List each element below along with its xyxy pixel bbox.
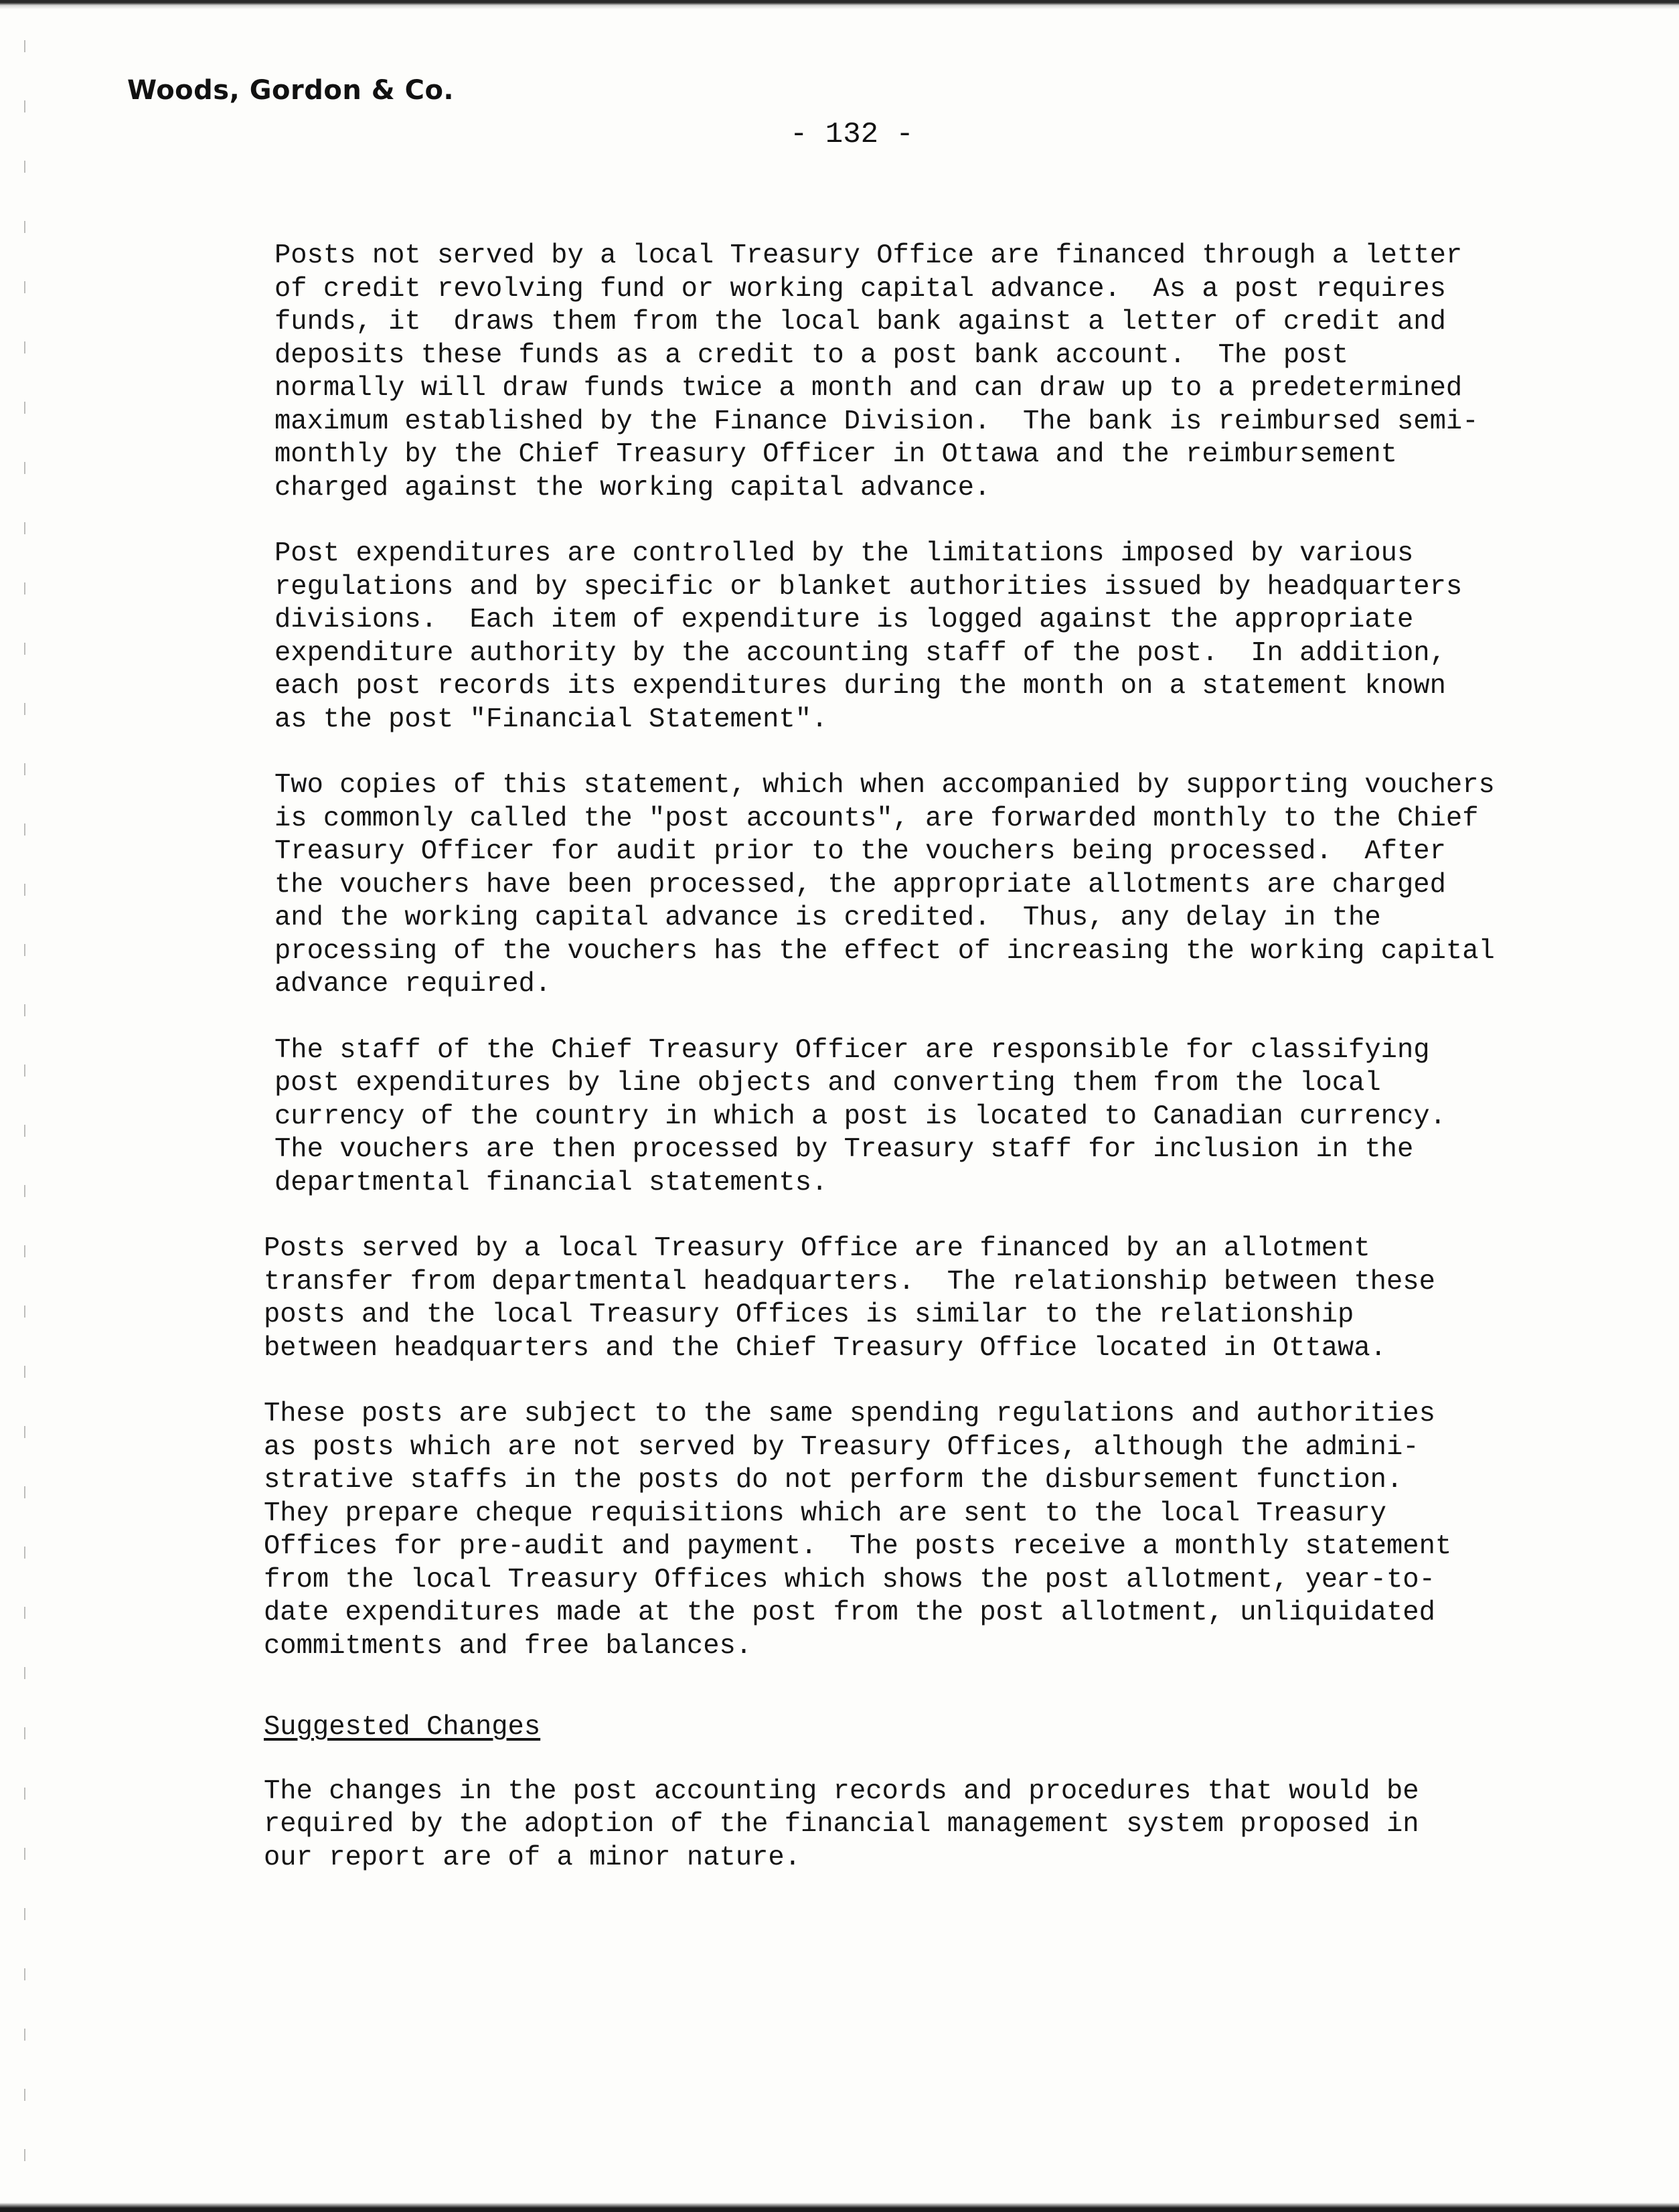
text-line: The changes in the post accounting records and procedures that would be	[264, 1775, 1419, 1807]
page-number: - 132 -	[790, 118, 914, 151]
text-line: Posts served by a local Treasury Office are financed by an allotment	[264, 1233, 1370, 1264]
document-body	[264, 240, 1587, 1907]
text-line: deposits these funds as a credit to a post bank account. The post	[274, 339, 1349, 371]
text-line: monthly by the Chief Treasury Officer in Ottawa and the reimbursement	[274, 439, 1397, 470]
paragraph-expenditure-controls	[274, 538, 1587, 736]
firm-letterhead: Woods, Gordon & Co.	[127, 75, 455, 106]
text-line: currency of the country in which a post is located to Canadian currency.	[274, 1101, 1446, 1132]
text-line: funds, it draws them from the local bank against a letter of credit and	[274, 307, 1446, 337]
text-line: These posts are subject to the same spending regulations and authorities	[264, 1399, 1435, 1429]
scan-punch-marks	[24, 40, 25, 2169]
text-line: expenditure authority by the accounting staff of the post. In addition,	[274, 637, 1446, 669]
text-line: transfer from departmental headquarters. The relationship between these	[264, 1266, 1435, 1297]
text-line: is commonly called the "post accounts", are forwarded monthly to the Chief	[274, 803, 1479, 834]
text-line: and the working capital advance is credited. Thus, any delay in the	[274, 902, 1381, 933]
scan-border-bottom	[0, 2203, 1679, 2212]
text-line: as the post "Financial Statement".	[274, 704, 828, 735]
text-line: posts and the local Treasury Offices is similar to the relationship	[264, 1299, 1354, 1330]
scan-border-top	[0, 0, 1679, 9]
paragraph-suggested-changes	[264, 1775, 1587, 1875]
text-line: The vouchers are then processed by Treasury staff for inclusion in the	[274, 1134, 1414, 1165]
text-line: Offices for pre-audit and payment. The posts receive a monthly statement	[264, 1531, 1452, 1562]
text-line: maximum established by the Finance Division. The bank is reimbursed semi-	[274, 406, 1479, 437]
paragraph-classification	[274, 1034, 1587, 1200]
text-line: each post records its expenditures during the month on a statement known	[274, 671, 1446, 702]
paragraph-spending-regulations	[264, 1398, 1587, 1663]
text-line: normally will draw funds twice a month and can draw up to a predetermined	[274, 373, 1463, 404]
text-line: as posts which are not served by Treasury Offices, although the admini-	[264, 1431, 1419, 1463]
paragraph-financing	[274, 240, 1587, 505]
text-line: date expenditures made at the post from the post allotment, unliquidated	[264, 1597, 1435, 1628]
text-line: regulations and by specific or blanket authorities issued by headquarters	[274, 571, 1463, 603]
text-line: advance required.	[274, 969, 552, 1000]
text-line: They prepare cheque requisitions which are sent to the local Treasury	[264, 1498, 1386, 1529]
text-line: from the local Treasury Offices which shows the post allotment, year-to-	[264, 1564, 1435, 1595]
section-heading: Suggested Changes	[264, 1712, 541, 1743]
text-line: post expenditures by line objects and converting them from the local	[274, 1068, 1381, 1099]
paragraph-post-accounts	[274, 769, 1587, 1002]
text-line: charged against the working capital advance.	[274, 472, 991, 503]
text-line: the vouchers have been processed, the appropriate allotments are charged	[274, 869, 1446, 900]
text-line: Posts not served by a local Treasury Office are financed through a letter	[274, 240, 1463, 271]
text-line: departmental financial statements.	[274, 1167, 828, 1198]
text-line: Post expenditures are controlled by the limitations imposed by various	[274, 538, 1414, 569]
text-line: our report are of a minor nature.	[264, 1842, 801, 1873]
text-line: Two copies of this statement, which when accompanied by supporting vouchers	[274, 770, 1495, 801]
text-line: required by the adoption of the financial management system proposed in	[264, 1809, 1419, 1840]
text-line: Treasury Officer for audit prior to the vouchers being processed. After	[274, 836, 1446, 867]
text-line: of credit revolving fund or working capital advance. As a post requires	[274, 273, 1446, 305]
text-line: divisions. Each item of expenditure is logged against the appropriate	[274, 605, 1414, 635]
text-line: commitments and free balances.	[264, 1630, 752, 1662]
paragraph-allotment-transfer	[264, 1233, 1587, 1365]
text-line: strative staffs in the posts do not perform the disbursement function.	[264, 1465, 1403, 1496]
text-line: processing of the vouchers has the effect of increasing the working capital	[274, 935, 1495, 967]
text-line: between headquarters and the Chief Treasury Office located in Ottawa.	[264, 1332, 1386, 1364]
text-line: The staff of the Chief Treasury Officer are responsible for classifying	[274, 1034, 1430, 1066]
